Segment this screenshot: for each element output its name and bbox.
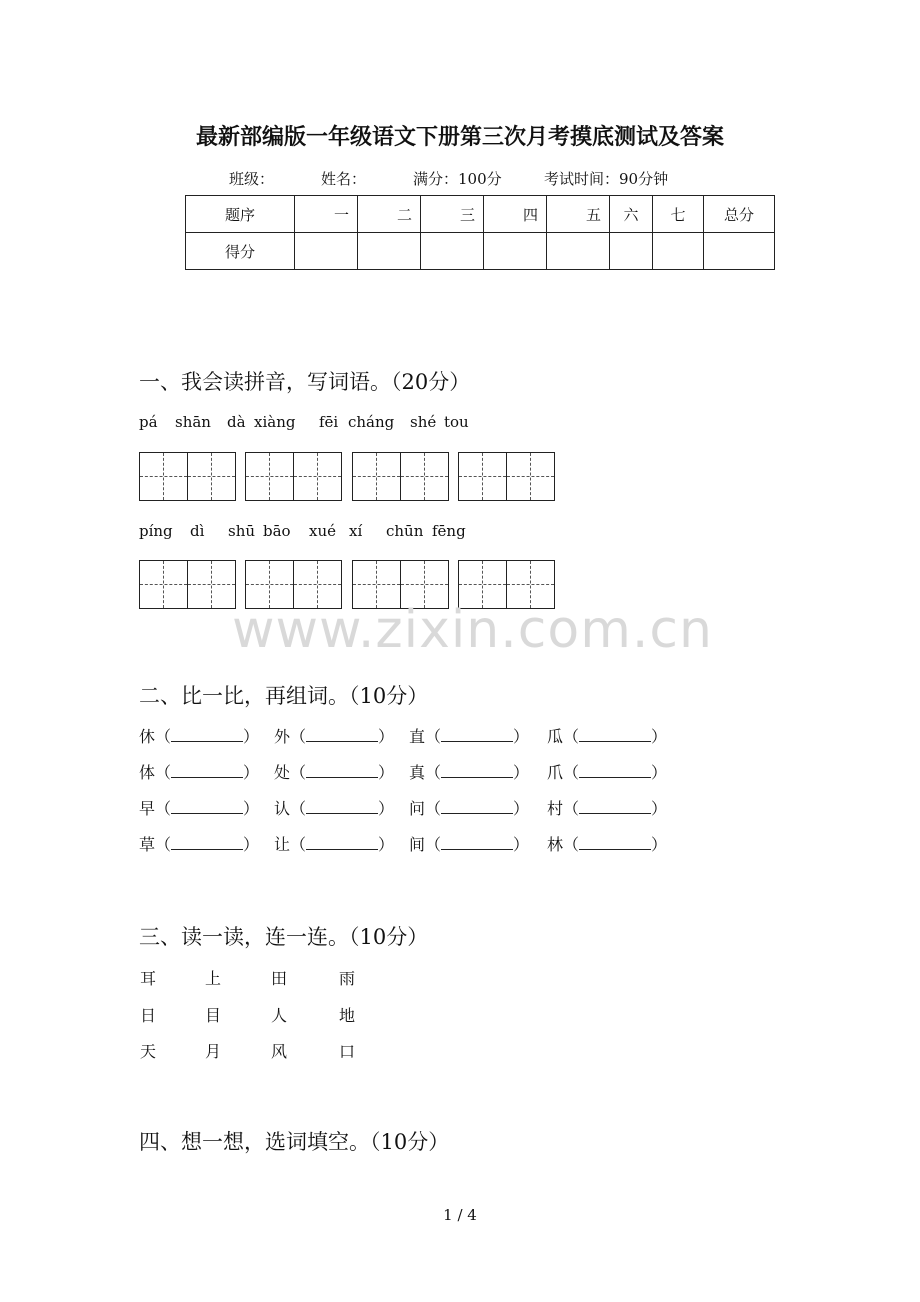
compare-item xyxy=(409,796,529,819)
compare-item xyxy=(139,724,259,747)
score-header-cell: 四 xyxy=(484,196,547,233)
close-paren: ） xyxy=(513,799,530,818)
compare-character: 认 xyxy=(274,799,291,818)
class-label: 班级： xyxy=(229,170,275,188)
match-character[interactable]: 田 xyxy=(271,969,288,988)
score-cell[interactable] xyxy=(295,233,358,270)
score-cell[interactable] xyxy=(358,233,421,270)
close-paren: ） xyxy=(651,727,668,746)
compare-character: 体 xyxy=(139,763,156,782)
match-character[interactable]: 目 xyxy=(205,1006,222,1025)
open-paren: （ xyxy=(563,835,580,854)
pinyin-syllable: cháng xyxy=(348,413,395,431)
score-header-cell: 五 xyxy=(547,196,610,233)
pinyin-syllable: xí xyxy=(349,522,363,540)
watermark: www.zixin.com.cn xyxy=(232,600,713,660)
answer-blank[interactable] xyxy=(171,835,243,850)
compare-item xyxy=(547,760,667,783)
writing-grid[interactable] xyxy=(352,452,449,501)
page-title: 最新部编版一年级语文下册第三次月考摸底测试及答案 xyxy=(195,124,724,150)
score-header-cell: 题序 xyxy=(186,196,295,233)
pinyin-syllable: fēi xyxy=(319,413,339,431)
name-label: 姓名： xyxy=(321,170,367,188)
compare-character: 真 xyxy=(409,763,426,782)
match-character[interactable]: 天 xyxy=(140,1042,157,1061)
open-paren: （ xyxy=(563,727,580,746)
open-paren: （ xyxy=(425,763,442,782)
compare-character: 直 xyxy=(409,727,426,746)
compare-item xyxy=(409,760,529,783)
writing-grid[interactable] xyxy=(139,560,236,609)
score-header-cell: 七 xyxy=(653,196,704,233)
compare-item xyxy=(409,724,529,747)
pinyin-syllable: dà xyxy=(227,413,246,431)
match-character[interactable]: 日 xyxy=(140,1006,157,1025)
answer-blank[interactable] xyxy=(579,727,651,742)
open-paren: （ xyxy=(290,835,307,854)
compare-character: 外 xyxy=(274,727,291,746)
close-paren: ） xyxy=(378,763,395,782)
compare-item xyxy=(274,724,394,747)
match-character[interactable]: 月 xyxy=(205,1042,222,1061)
pinyin-syllable: píng xyxy=(139,522,173,540)
score-row-label: 得分 xyxy=(186,233,295,270)
answer-blank[interactable] xyxy=(441,727,513,742)
open-paren: （ xyxy=(155,799,172,818)
score-cell[interactable] xyxy=(421,233,484,270)
pinyin-syllable: tou xyxy=(444,413,469,431)
answer-blank[interactable] xyxy=(579,835,651,850)
answer-blank[interactable] xyxy=(306,763,378,778)
close-paren: ） xyxy=(651,835,668,854)
compare-item xyxy=(139,796,259,819)
answer-blank[interactable] xyxy=(306,835,378,850)
close-paren: ） xyxy=(651,763,668,782)
answer-blank[interactable] xyxy=(306,799,378,814)
match-character[interactable]: 人 xyxy=(271,1006,288,1025)
compare-character: 处 xyxy=(274,763,291,782)
answer-blank[interactable] xyxy=(171,799,243,814)
compare-character: 草 xyxy=(139,835,156,854)
compare-item xyxy=(139,760,259,783)
writing-grid[interactable] xyxy=(139,452,236,501)
match-character[interactable]: 风 xyxy=(271,1042,288,1061)
close-paren: ） xyxy=(243,727,260,746)
score-cell[interactable] xyxy=(484,233,547,270)
score-cell[interactable] xyxy=(704,233,775,270)
close-paren: ） xyxy=(243,835,260,854)
match-character[interactable]: 雨 xyxy=(339,969,356,988)
score-header-cell: 二 xyxy=(358,196,421,233)
answer-blank[interactable] xyxy=(171,727,243,742)
answer-blank[interactable] xyxy=(441,763,513,778)
match-character[interactable]: 耳 xyxy=(140,969,157,988)
compare-character: 间 xyxy=(409,835,426,854)
compare-item xyxy=(547,796,667,819)
compare-item xyxy=(409,832,529,855)
answer-blank[interactable] xyxy=(579,763,651,778)
score-header-cell: 总分 xyxy=(704,196,775,233)
open-paren: （ xyxy=(155,727,172,746)
section-1-heading: 一、我会读拼音，写词语。（20分） xyxy=(139,370,471,394)
answer-blank[interactable] xyxy=(579,799,651,814)
writing-grid[interactable] xyxy=(245,452,342,501)
close-paren: ） xyxy=(378,799,395,818)
section-3-heading: 三、读一读，连一连。（10分） xyxy=(139,925,429,949)
answer-blank[interactable] xyxy=(441,835,513,850)
pinyin-syllable: shān xyxy=(175,413,211,431)
close-paren: ） xyxy=(513,727,530,746)
pinyin-syllable: shū xyxy=(228,522,256,540)
close-paren: ） xyxy=(513,763,530,782)
score-cell[interactable] xyxy=(610,233,653,270)
match-character[interactable]: 上 xyxy=(205,969,222,988)
score-cell[interactable] xyxy=(653,233,704,270)
close-paren: ） xyxy=(378,835,395,854)
pinyin-syllable: bāo xyxy=(263,522,291,540)
pinyin-syllable: pá xyxy=(139,413,158,431)
writing-grid[interactable] xyxy=(458,452,555,501)
page-number: 1 / 4 xyxy=(443,1206,477,1224)
open-paren: （ xyxy=(290,763,307,782)
compare-character: 休 xyxy=(139,727,156,746)
score-header-cell: 六 xyxy=(610,196,653,233)
compare-character: 爪 xyxy=(547,763,564,782)
section-2-heading: 二、比一比，再组词。（10分） xyxy=(139,684,429,708)
match-character[interactable]: 地 xyxy=(339,1006,356,1025)
close-paren: ） xyxy=(378,727,395,746)
compare-character: 问 xyxy=(409,799,426,818)
open-paren: （ xyxy=(290,727,307,746)
compare-character: 林 xyxy=(547,835,564,854)
compare-item xyxy=(274,832,394,855)
compare-character: 瓜 xyxy=(547,727,564,746)
compare-item xyxy=(547,832,667,855)
answer-blank[interactable] xyxy=(171,763,243,778)
pinyin-syllable: dì xyxy=(190,522,205,540)
close-paren: ） xyxy=(243,763,260,782)
pinyin-syllable: shé xyxy=(410,413,437,431)
compare-character: 村 xyxy=(547,799,564,818)
pinyin-syllable: fēng xyxy=(432,522,466,540)
answer-blank[interactable] xyxy=(306,727,378,742)
compare-item xyxy=(139,832,259,855)
score-header-cell: 三 xyxy=(421,196,484,233)
compare-item xyxy=(547,724,667,747)
open-paren: （ xyxy=(155,763,172,782)
open-paren: （ xyxy=(425,727,442,746)
open-paren: （ xyxy=(155,835,172,854)
pinyin-syllable: xiàng xyxy=(254,413,296,431)
pinyin-syllable: chūn xyxy=(386,522,424,540)
open-paren: （ xyxy=(425,835,442,854)
section-4-heading: 四、想一想，选词填空。（10分） xyxy=(139,1130,450,1154)
full-score: 满分：100分 xyxy=(413,170,502,188)
open-paren: （ xyxy=(563,763,580,782)
score-table-header-row xyxy=(186,196,775,233)
compare-character: 早 xyxy=(139,799,156,818)
score-cell[interactable] xyxy=(547,233,610,270)
open-paren: （ xyxy=(425,799,442,818)
exam-time: 考试时间：90分钟 xyxy=(544,170,669,188)
pinyin-syllable: xué xyxy=(309,522,336,540)
answer-blank[interactable] xyxy=(441,799,513,814)
compare-item xyxy=(274,760,394,783)
score-header-cell: 一 xyxy=(295,196,358,233)
match-character[interactable]: 口 xyxy=(339,1042,356,1061)
close-paren: ） xyxy=(513,835,530,854)
score-table-score-row xyxy=(186,233,775,270)
compare-item xyxy=(274,796,394,819)
open-paren: （ xyxy=(563,799,580,818)
open-paren: （ xyxy=(290,799,307,818)
compare-character: 让 xyxy=(274,835,291,854)
close-paren: ） xyxy=(243,799,260,818)
score-table xyxy=(185,195,775,270)
close-paren: ） xyxy=(651,799,668,818)
